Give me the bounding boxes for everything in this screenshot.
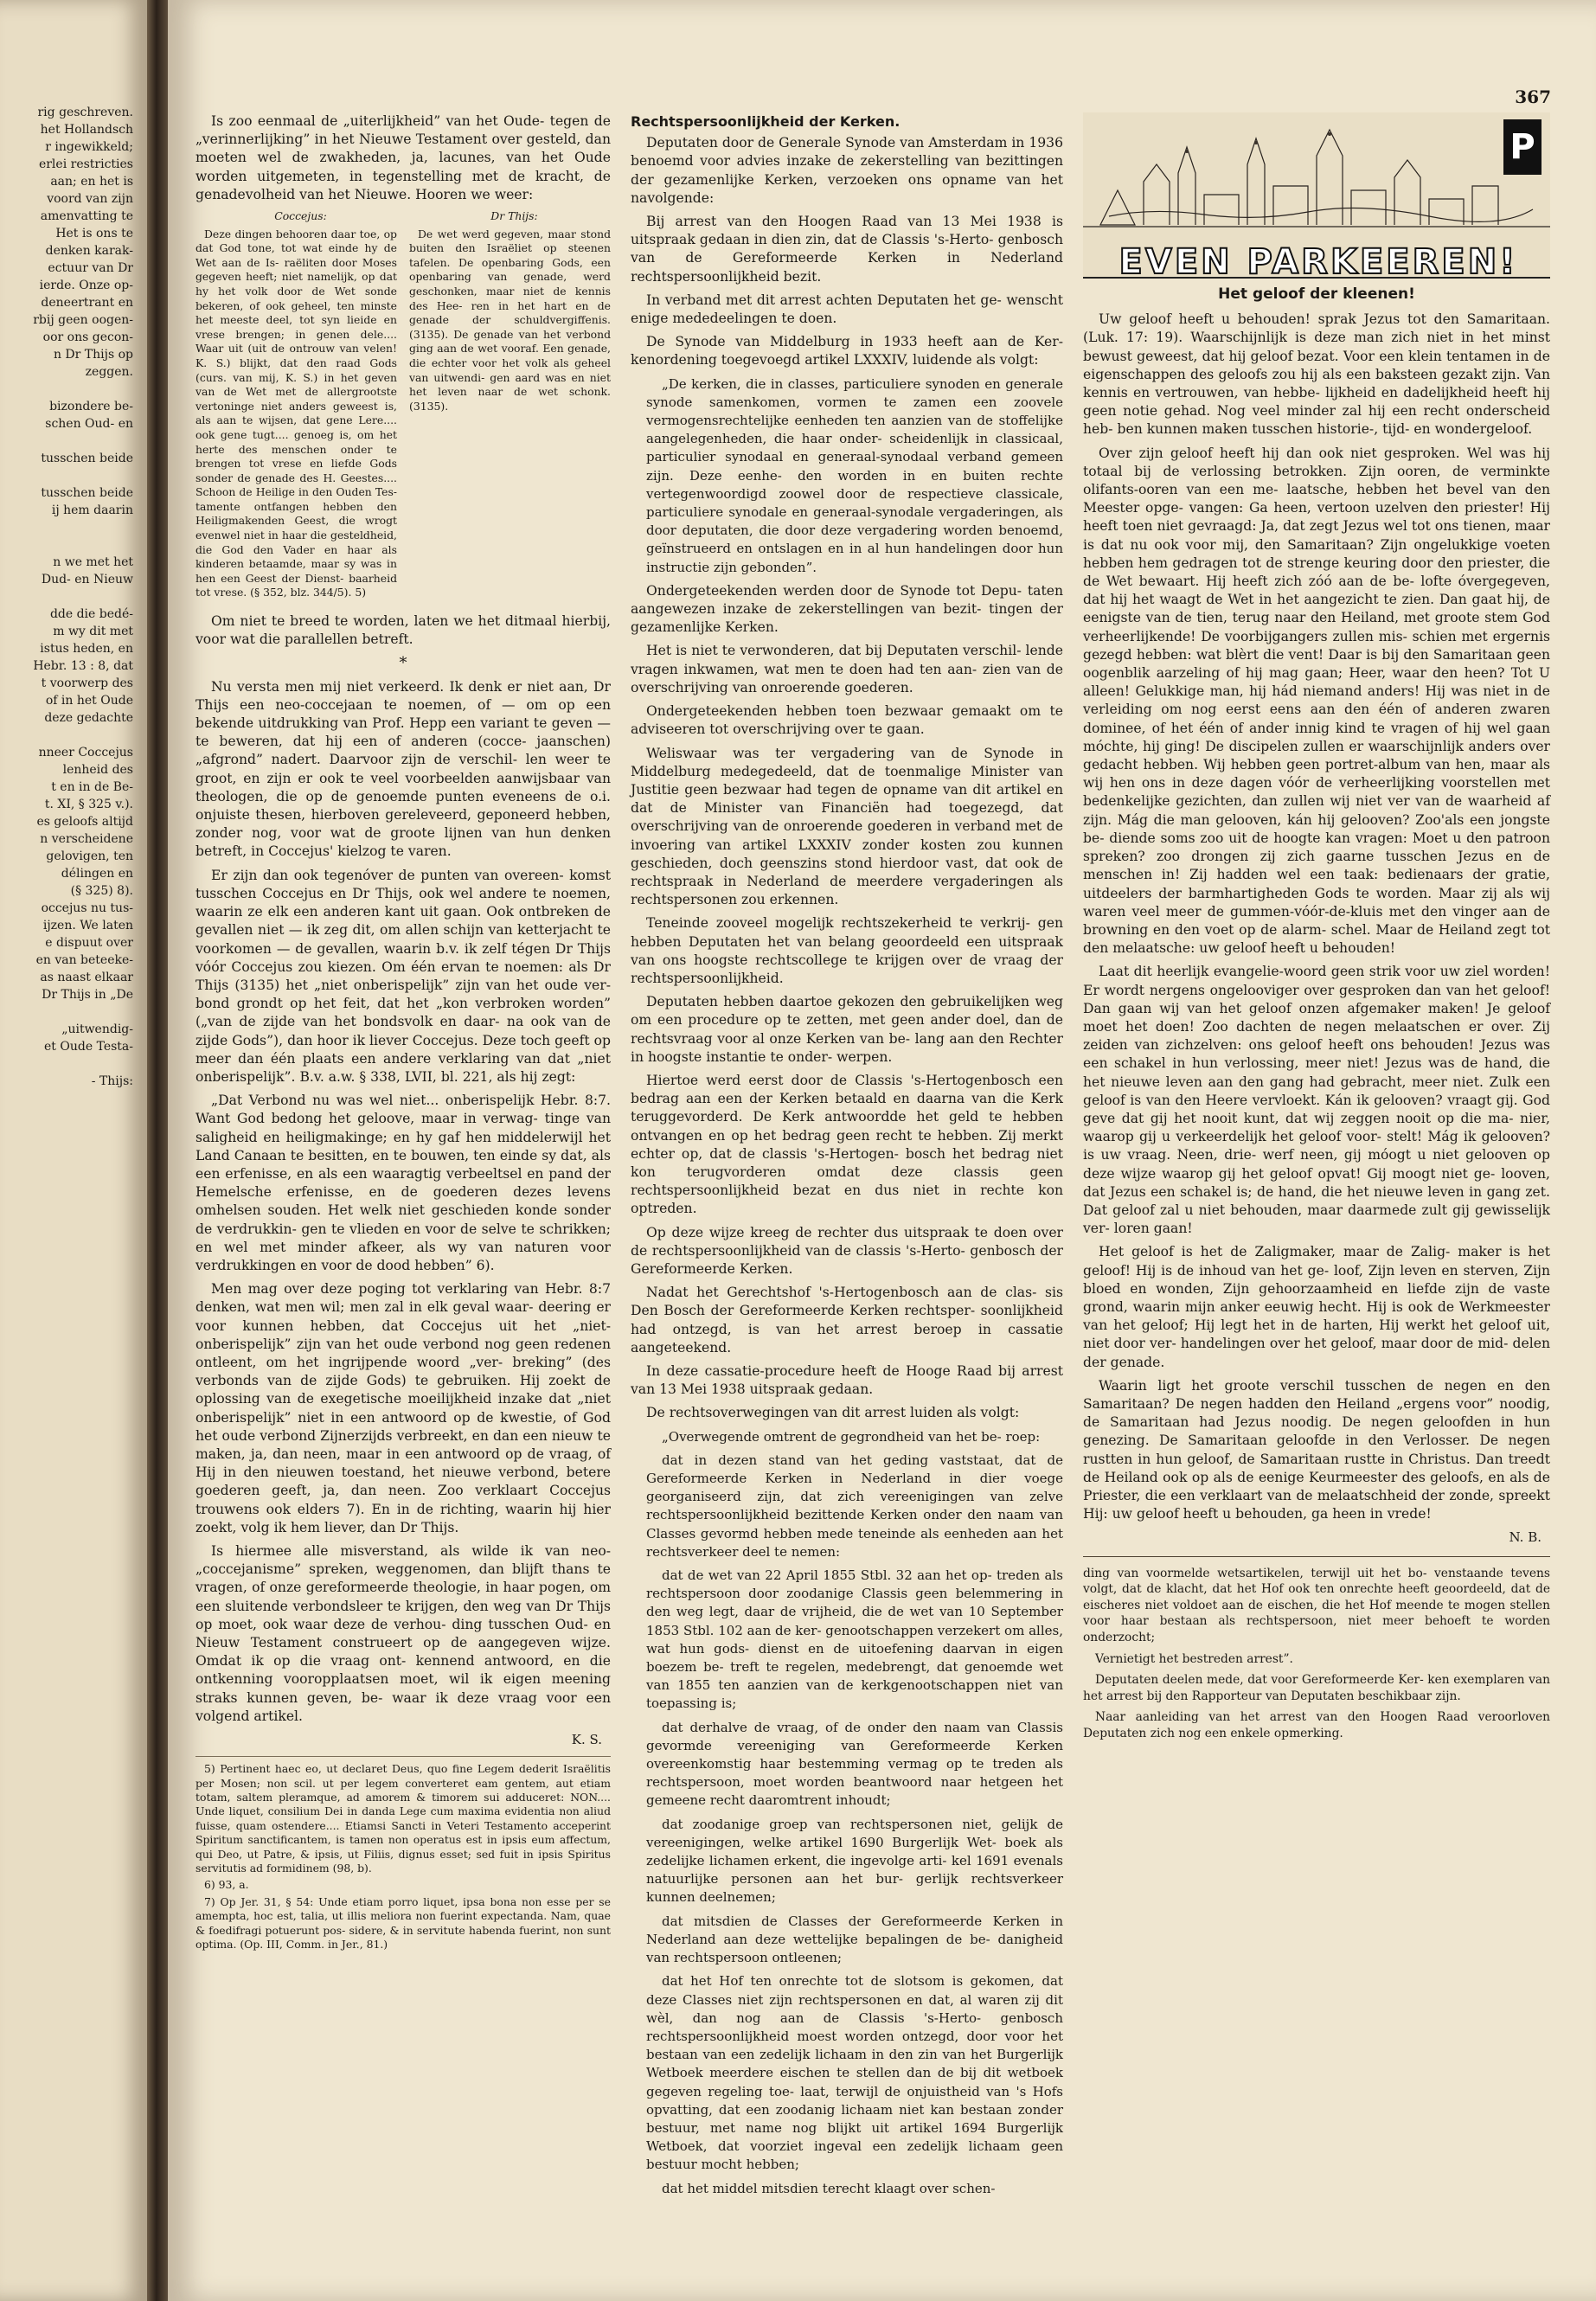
paragraph: Op deze wijze kreeg de rechter dus uitspraak te doen over de rechtspersoonlijkheid van de classis 's-Herto- genbosch der Gereformeerde Kerken. <box>631 1224 1063 1277</box>
left-page-fragment <box>0 0 147 2301</box>
left-fragment-line: e dispuut over <box>45 936 133 950</box>
left-fragment-line <box>3 381 133 398</box>
left-fragment-line: „uitwendig- <box>61 1022 133 1036</box>
left-fragment-line: gelovigen, ten <box>46 849 133 863</box>
left-fragment-line: Hebr. 13 : 8, dat <box>33 659 133 673</box>
left-fragment-line: rig geschreven. <box>37 106 133 119</box>
paragraph: Waarin ligt het groote verschil tusschen de negen en den Samaritaan? De negen hadden den Heiland „ergens voor” noodig, de Samaritaan had Jezus noodig. De negen geloofden in hun genezing. De Samaritaan geloofde in den Verlosser. De negen rustten in hun geloof, de Samaritaan rustte in Christus. Dan treedt de Heiland ook op als de eenige Keurmeester des geloofs, en als de Priester, die een verklaart van de melaatschheid der zonde, spreekt Hij: uw geloof heeft u behouden, ga heen in vrede! <box>1083 1377 1550 1522</box>
paragraph: Er zijn dan ook tegenóver de punten van overeen- komst tusschen Coccejus en Dr Thijs, ook wel andere te noemen, waarin ze elk een anderen kant uit gaan. Ook ontbreken de gevallen niet — ik zeg dit, om allen schijn van ketterjacht te voorkomen — de gevallen, waarin b.v. ik zelf tégen Dr Thijs vóór Coccejus zou kiezen. Om één ervan te noemen: als Dr Thijs (3135) het „niet onberispelijk” zijn van het oude ver- bond grondt op het feit, dat het „kon verbroken worden” („van de zijde van het bondsvolk en daar- na ook van de zijde Gods”), dan hoor ik liever Coccejus. Deze toch geeft op meer dan één plaats een andere verklaring van dat „niet onberispelijk”. B.v. a.w. § 338, LVII, bl. 221, als hij zegt: <box>195 867 611 1085</box>
comparison-columns <box>195 209 611 604</box>
left-fragment-line: tusschen beide <box>41 452 133 465</box>
divider <box>1083 1556 1550 1557</box>
paragraph: In deze cassatie-procedure heeft de Hooge Raad bij arrest van 13 Mei 1938 uitspraak gedaan. <box>631 1363 1063 1398</box>
thijs-heading: Dr Thijs: <box>490 209 538 223</box>
left-fragment-line: n we met het <box>53 555 133 569</box>
coccejus-text: Deze dingen behooren daar toe, op dat God tone, tot wat einde hy de Wet aan de Is- raëliten door Moses gegeven heeft; niet namelijk, op dat hy het volk door de Wet sonde bekeren, of ook geheel, ten minste het meeste deel, tot syn lieide en vrese brengen; in genen dele.... Waar uit (uit de ontrouw van velen! K. S.) blijkt, dat den raad Gods (curs. van mij, K. S.) in het geven van de Wet met de allergrootste vertoninge niet anders geweest is, als aan te wijsen, dat gene Lere.... ook gene tugt.... genoeg is, om het herte des menschen onder te brengen tot vrese en liefde Gods sonder de genade des H. Geestes.... Schoon de Heilige in den Ouden Tes- tamente ontfangen hebben den Heiligmakenden Geest, die wrogt evenwel niet in haar die gesteldheid, die God den Vader en haar als kinderen betaamde, maar sy was in hen een Geest der Dienst- baarheid tot vrese. (§ 352, blz. 344/5). 5) <box>195 227 397 599</box>
article-heading: Rechtspersoonlijkheid der Kerken. <box>631 113 901 130</box>
article-heading: Het geloof der kleenen! <box>1218 285 1415 303</box>
column-2 <box>631 112 1063 2203</box>
left-fragment-line: es geloofs altijd <box>36 815 133 829</box>
left-fragment-line: bizondere be- <box>49 400 133 413</box>
left-fragment-line: (§ 325) 8). <box>70 884 133 898</box>
paragraph: De rechtsoverwegingen van dit arrest luiden als volgt: <box>646 1405 1020 1421</box>
paragraph: Bij arrest van den Hoogen Raad van 13 Mei 1938 is uitspraak gedaan in dien zin, dat de Classis 's-Herto- genbosch van de Gereformeerde Kerken in Nederland rechtspersoonlijkheid bezit. <box>631 214 1063 285</box>
left-fragment-line: het Hollandsch <box>40 123 133 137</box>
quotation: dat in dezen stand van het geding vaststaat, dat de Gereformeerde Kerken in Nederland in dier voege georganiseerd zijn, dat zich vereenigingen van zelve rechtspersoonlijkheid bezittende Kerken onder den naam van Classes gevormd hebben mede teneinde als eenheden aan het rechtsverkeer deel te nemen: <box>646 1452 1063 1560</box>
left-fragment-line: aan; en het is <box>50 175 133 189</box>
left-fragment-line: nneer Coccejus <box>38 746 133 760</box>
continued-article <box>1083 1566 1550 1742</box>
paragraph: Hiertoe werd eerst door de Classis 's-Hertogenbosch een bedrag aan een der Kerken betaald en daarna van die Kerk teruggevorderd. De Kerk antwoordde het geld te hebben ontvangen en op het bedrag geen recht te hebben. Zij merkt echter op, dat de classis 's-Hertogen- bosch het bedrag niet kon terugvorderen omdat deze classis geen rechtspersoonlijkheid bezat en dus niet in rechte kon optreden. <box>631 1072 1063 1217</box>
page-number: 367 <box>1515 87 1551 107</box>
paragraph: Ondergeteekenden werden door de Synode tot Depu- taten aangewezen inzake de zekerstellingen van bezit- tingen der gezamenlijke Kerken. <box>631 582 1063 636</box>
left-fragment-line: en van beteeke- <box>35 953 133 967</box>
left-fragment-line <box>3 536 133 554</box>
left-fragment-line: rbij geen oogen- <box>33 313 133 327</box>
thijs-column <box>409 209 611 604</box>
left-fragment-line: t voorwerp des <box>41 676 133 690</box>
quotation: dat mitsdien de Classes der Gereformeerde Kerken in Nederland aan deze wettelijke bepalingen de be- danigheid van rechtspersoon ontleenen; <box>646 1913 1063 1966</box>
paragraph: Weliswaar was ter vergadering van de Synode in Middelburg medegedeeld, dat de toenmalige Minister van Justitie geen bezwaar had tegen de opname van dit artikel en dat de Minister van Financiën had toegezegd, dat overschrijving van de onroerende goederen in verband met de invoering van artikel LXXXIV zonder kosten zou kunnen geschieden, doch geenszins stond hierdoor vast, dat ook de rechtspraak in Nederland de meerdere vergaderingen als rechtspersonen zou erkennen. <box>631 745 1063 908</box>
left-fragment-line: schen Oud- en <box>45 417 133 431</box>
left-fragment-line: ectuur van Dr <box>48 261 133 275</box>
left-fragment-line: oor ons gecon- <box>42 330 133 344</box>
left-fragment-line <box>3 433 133 450</box>
signature: N. B. <box>1509 1529 1542 1546</box>
paragraph: Ondergeteekenden hebben toen bezwaar gemaakt om te adviseeren tot overschrijving over te gaan. <box>631 703 1063 738</box>
quotation: „De kerken, die in classes, particuliere synoden en generale synode samenkomen, vormen te zamen een zoovele vermogensrechtelijke eenheden ten aanzien van de stoffelijke aangelegenheden, die haar onder- scheidenlijk in classicaal, particulier synodaal en generaal-synodaal verband gemeen zijn. Deze eenhe- den worden in en buiten rechte vertegenwoordigd zoowel door de respectieve classicale, particuliere synodale en generaal-synodale vergaderingen, als door deputaten, die door deze vergadering worden benoemd, geïnstrueerd en ontslagen en in al hun handelingen door hun instructie zijn gebonden”. <box>646 375 1063 575</box>
paragraph: Over zijn geloof heeft hij dan ook niet gesproken. Wel was hij totaal bij de verlossing betrokken. Zijn ooren, de verminkte olifants-ooren van een me- laatsche, hebben het bevel van den Meester opge- vangen: Ga heen, vertoon uzelven den priester! Hij heeft toen niet gevraagd: Ja, dat zegt Jezus wel tot ons tienen, maar is dat nu ook voor mij, den Samaritaan? Zijn ongelukkige voeten hebben hem gedragen tot de strenge keuring door den priester, die de Wet bewaart. Hij heeft zich zóó aan de be- lofte óvergegeven, dat hij het waagt de Wet in het aangezicht te zien. Dan gaat hij, de eenigste van de tien, terug naar den Heiland, met groote stem God verheerlijkende! De voorbijgangers zullen mis- schien met ergernis gezegd hebben: wat blèrt die vent! Daar is bij den Samaritaan geen oogenblik aarzeling of hij mag gaan; Heer, waar den heen? Tot U alleen! Gelukkige man, hij hád niemand anders! Hij was niet in de verleiding om nog eerst eens aan den één of anderen zwaren dominee, of het één of ander innig kind te vragen of hij wel gaan móchte, hij ging! De discipelen zullen er waarschijnlijk anders over gedacht hebben. Wij hebben geen portret-album van hen, maar als wij hen ons in deze dagen vóór de verheerlijking voorstellen met bedenkelijke gezichten, dan zullen wij niet ver van de waarheid af zijn. Mág die man gelooven, kán hij gelooven? Zoo'als een jongste be- diende soms zoo uit de hoogte kan vragen: Moet u den patroon spreken? zoo drongen zij zich gaarne tusschen Jezus en de menschen in! Zij hadden wel een taak: bedienaars der gratie, uitdeelers der barmhartigheden Gods te worden. Maar zij als wij waren veel meer de gummen-vóór-de-kluis met den vinger aan de browning en den voet op de alarm- schel. Maar de Heiland zegt tot den melaatsche: uw geloof heeft u behouden! <box>1083 445 1550 957</box>
left-fragment-line: voord van zijn <box>47 192 133 206</box>
left-fragment-line: lenheid des <box>62 763 133 777</box>
paragraph: Nu versta men mij niet verkeerd. Ik denk er niet aan, Dr Thijs een neo-coccejaan te noemen, of — om op een bekende uitdrukking van Prof. Hepp een variant te geven — te beweren, dat hij een of anderen (cocce- jaanschen) „afgrond” nadert. Daarvoor zijn de verschil- len weer te groot, en zijn er ook te veel voorbeelden aanwijsbaar van theologen, die op de genoemde punten eveneens de o.i. onjuiste thesen, hierboven gereleveerd, geponeerd hebben, zonder nog, voor wat de groote lijnen van hun denken betreft, in Coccejus' kielzog te varen. <box>195 678 611 860</box>
book-gutter <box>147 0 168 2301</box>
left-fragment-line <box>3 519 133 536</box>
paragraph: Vernietigt het bestreden arrest”. <box>1095 1651 1293 1666</box>
paragraph: ding van voormelde wetsartikelen, terwijl uit het bo- venstaande tevens volgt, dat de klacht, dat het Hof ook ten onrechte heeft geoordeeld, dat de eischeres niet voldoet aan de eischen, die het Hof meende te mogen stellen voor haar bestaan als rechtspersoon, niet meer behoeft te worden onderzocht; <box>1083 1566 1550 1644</box>
quotation: dat derhalve de vraag, of de onder den naam van Classis gevormde vereeniging van Gereformeerde Kerken overeenkomstig haar bestemming vermag op te treden als rechtspersoon, moet worden beantwoord naar hetgeen het gemeene recht daaromtrent inhoudt; <box>646 1719 1063 1809</box>
paragraph: „Dat Verbond nu was wel niet... onberispelijk Hebr. 8:7. Want God bedong het geloove, maar in verwag- tinge van saligheid en heiligmakinge; en hy gaf hen middelerwijl het Land Canaan te besitten, en te bouwen, ten einde sy dat, als een erfenisse, en als een waaragtig verbeeltsel en pand der Hemelsche erfenisse, en de goederen dezes levens omhelsen souden. Het welk niet geschieden konde sonder de verdrukkin- gen te vlieden en voor de selve te schrikken; en wel met minder afkeer, als wy van naturen voor verdrukkingen en voor de dood hebben” 6). <box>195 1093 611 1273</box>
left-fragment-line: t en in de Be- <box>51 780 133 794</box>
left-fragment-line: zeggen. <box>85 365 133 379</box>
paragraph: Laat dit heerlijk evangelie-woord geen strik voor uw ziel worden! Er wordt nergens ongelooviger over gesproken dan van het geloof! Dan gaan wij van het geloof onzen afgemaker maken! Je geloof moet het doen! Zoo dachten de negen melaatschen er over. Zij zeiden van zichzelven: ons geloof heeft ons behouden! Jezus was een schakel in hun verlossing, meer niet! Jezus was de hand, die het nieuwe leven aan den gang had gebracht, meer niet. Zulk een geloof is van den Heere vervloekt. Kán ik gelooven? vraagt gij. God geve dat gij het nooit kunt, dat wij zeggen nooit op die ma- nier, waarop gij u verkeerdelijk het geloof voor- stelt! Mág ik gelooven? is uw vraag. Neen, drie- werf neen, gij móogt u niet gelooven op deze wijze waarop gij het geloof opvat! Gij moogt niet ge- looven, dat Jezus een schakel is; de hand, die het nieuwe leven in gang zet. Dat geloof zal u niet behouden, maar daarmede zult gij gewisselijk ver- loren gaan! <box>1083 964 1550 1237</box>
left-fragment-line: amenvatting te <box>40 209 133 223</box>
paragraph: Men mag over deze poging tot verklaring van Hebr. 8:7 denken, wat men wil; men zal in elk geval waar- deering er voor kunnen hebben, dat Coccejus uit het „niet-onberispelijk” zijn van het oude verbond nog geen redenen ontleent, om het ingrijpende woord „ver- breking” (des verbonds van de zijde Gods) te gebruiken. Hij zoekt de oplossing van de exegetische moeilijkheid inzake dat „niet onberispelijk” niet in een antwoord op de kwestie, of God het oude verbond Zijnerzijds verbreekt, en dan een nieuw te maken, ja, dan neen, maar in een antwoord op de vraag, of Hij in den nieuwen toestand, het nieuwe verbond, betere goederen geeft, ja, dan neen. Zoo verklaart Coccejus trouwens ook elders 7). En in de richting, waarin hij hier zoekt, volg ik hem liever, dan Dr Thijs. <box>195 1281 611 1535</box>
column-3 <box>1083 112 1550 1747</box>
footnote: 7) Op Jer. 31, § 54: Unde etiam porro liquet, ipsa bona non esse per se amempta, hoc est, talia, ut illis meliora non fuerint expectanda. Nam, quae & foedifragi potuerunt pos- sidere, & in servitute habenda fuerint, non sunt optima. (Op. III, Comm. in Jer., 81.) <box>195 1894 611 1952</box>
left-fragment-line: ierde. Onze op- <box>39 279 133 292</box>
left-fragment-line: Dr Thijs in „De <box>42 988 133 1002</box>
left-fragment-line: deneertrant en <box>41 296 133 310</box>
cartoon-title: EVEN PARKEEREN! <box>1118 241 1518 282</box>
paragraph: De Synode van Middelburg in 1933 heeft aan de Ker- kenordening toegevoegd artikel LXXXIV, luidende als volgt: <box>631 334 1063 369</box>
paragraph: Het geloof is het de Zaligmaker, maar de Zalig- maker is het geloof! Hij is de inhoud van het ge- loof, Zijn leven en sterven, Zijn bloed en wonden, Zijn gehoorzaamheid en liefde zijn de vaste grond, waarin mijn anker eeuwig hecht. Hij is ook de Werkmeester van het geloof; Hij legt het in de harten, Hij werkt het geloof uit, niet door ver- handelingen over het geloof, maar door de mid- delen der genade. <box>1083 1244 1550 1370</box>
paragraph: Nadat het Gerechtshof 's-Hertogenbosch aan de clas- sis Den Bosch der Gereformeerde Kerken rechtsper- soonlijkheid had ontzegd, is van het arrest beroep in cassatie aangeteekend. <box>631 1285 1063 1356</box>
left-fragment-line: denken karak- <box>45 244 133 258</box>
left-fragment-line: m wy dit met <box>53 625 133 638</box>
left-fragment-line: t. XI, § 325 v.). <box>44 798 133 811</box>
paragraph: Deputaten hebben daartoe gekozen den gebruikelijken weg om een procedure op te zetten, met geen ander doel, dan de rechtsvraag voor al onze Kerken van be- lang aan den Rechter in hoogste instantie te onder- werpen. <box>631 994 1063 1065</box>
cartoon-illustration <box>1083 112 1550 282</box>
left-fragment-line <box>3 467 133 484</box>
thijs-text: De wet werd gegeven, maar stond buiten den Israëliet op steenen tafelen. De openbaring Gods, een openbaring van genade, werd geschonken, maar niet de kennis des Hee- ren in het hart en de genade der schuldvergiffenis. (3135). De genade van het verbond ging aan de wet vooraf. Een genade, die echter voor het volk als geheel van uitwendi- gen aard was en niet het leven naar de wet schonk. (3135). <box>409 227 611 413</box>
quotation: dat zoodanige groep van rechtspersonen niet, gelijk de vereenigingen, welke artikel 1690 Burgerlijk Wet- boek als zedelijke lichamen erkent, die ingevolge arti- kel 1691 evenals natuurlijke personen aan het bur- gerlijk rechtsverkeer kunnen deelnemen; <box>646 1816 1063 1906</box>
coccejus-heading: Coccejus: <box>274 209 327 223</box>
left-fragment-line <box>3 727 133 744</box>
left-fragment-line <box>3 1055 133 1073</box>
left-fragment-line: délingen en <box>61 867 133 881</box>
section-separator: * <box>399 654 407 673</box>
footnote: 6) 93, a. <box>204 1878 249 1892</box>
paragraph: Deputaten door de Generale Synode van Amsterdam in 1936 benoemd voor advies inzake de zekerstelling van bezittingen der gezamenlijke Kerken, verzoeken ons opname van het navolgende: <box>631 135 1063 206</box>
paragraph: In verband met dit arrest achten Deputaten het ge- wenscht enige mededeelingen te doen. <box>631 292 1063 327</box>
quotation: „Overwegende omtrent de gegrondheid van het be- roep: <box>662 1428 1041 1445</box>
paragraph: Het is niet te verwonderen, dat bij Deputaten verschil- lende vragen inkwamen, wat men te doen had ten aan- zien van de overschrijving van onroerende goederen. <box>631 643 1063 695</box>
paragraph: Naar aanleiding van het arrest van den Hoogen Raad veroorloven Deputaten zich nog een enkele opmerking. <box>1083 1710 1550 1740</box>
paragraph: Uw geloof heeft u behouden! sprak Jezus tot den Samaritaan. (Luk. 17: 19). Waarschijnlijk is deze man zich niet in het minst bewust geweest, dat hij geloof bezat. Voor een klein tentamen in de eigenschappen des geloofs zou hij als een baksteen gezakt zijn. Van kennis en vertrouwen, van hebbe- lijkheid en dadelijkheid heeft hij geen notie gehad. Nog veel minder zal hij een recht onderscheid heb- ben kunnen maken tusschen historie-, tijd- en wondergeloof. <box>1083 311 1550 438</box>
paragraph: Is hiermee alle misverstand, als wilde ik van neo- „coccejanisme” spreken, weggenomen, dan blijft thans te vragen, of onze gereformeerde theologie, in haar pogen, om een sluitende verbondsleer te krijgen, den weg van Dr Thijs op moet, ook waar deze de verhou- ding tusschen Oud- en Nieuw Testament construeert op de aangegeven wijze. Omdat ik op die vraag ont- kennend antwoord, en die ontkenning vooropplaatsen moet, wil ik eigen meening straks kunnen geven, be- waar ik deze vraag voor een volgend artikel. <box>195 1543 611 1724</box>
left-fragment-line: - Thijs: <box>91 1074 133 1088</box>
quotation: dat het Hof ten onrechte tot de slotsom is gekomen, dat deze Classes niet zijn rechtspersonen en dat, al waren zij dit wèl, dan nog aan de Classis 's-Herto- genbosch rechtspersoonlijkheid moest worden ontzegd, door voor het bestaan van een zedelijk lichaam in den zin van het Burgerlijk Wetboek meerdere eischen te stellen dan de bij dit wetboek gegeven regeling toe- laat, terwijl de onjuistheid van 's Hofs opvatting, dat een zoodanig lichaam niet kan bestaan zonder bestuur, met name nog blijkt uit artikel 1694 Burgerlijk Wetboek, dat voorziet ingeval een zedelijk lichaam geen bestuur mocht hebben; <box>646 1973 1063 2173</box>
paragraph: Teneinde zooveel mogelijk rechtszekerheid te verkrij- gen hebben Deputaten het van belang geoordeeld een uitspraak van ons hoogste rechtscollege te krijgen over de vraag der rechtspersoonlijkheid. <box>631 915 1063 986</box>
paragraph: Deputaten deelen mede, dat voor Gereformeerde Ker- ken exemplaren van het arrest bij den Rapporteur van Deputaten beschikbaar zijn. <box>1083 1673 1550 1703</box>
quotation: dat het middel mitsdien terecht klaagt over schen- <box>662 2180 996 2196</box>
footnotes <box>195 1756 611 1952</box>
left-fragment-line: Het is ons te <box>55 227 133 240</box>
left-fragment-line: istus heden, en <box>40 642 133 656</box>
paragraph: Is zoo eenmaal de „uiterlijkheid” van het Oude- tegen de „verinnerlijking” in het Nieuwe Testament over gesteld, dan moeten wel de zwakheden, ja, lacunes, van het Oude worden uitgemeten, in tegenstelling met de kracht, de genadevolheid van het Nieuwe. Hooren we weer: <box>195 113 611 202</box>
right-page <box>168 0 1596 2301</box>
left-fragment-line: r ingewikkeld; <box>45 140 133 154</box>
left-fragment-line: tusschen beide <box>41 486 133 500</box>
left-fragment-line: n verscheidene <box>40 832 133 846</box>
coccejus-column <box>195 209 397 604</box>
left-fragment-line: n Dr Thijs op <box>53 348 133 362</box>
left-fragment-line: of in het Oude <box>45 694 133 708</box>
left-fragment-line <box>3 1003 133 1021</box>
left-fragment-line: Dud- en Nieuw <box>41 573 133 586</box>
quotation: dat de wet van 22 April 1855 Stbl. 32 aan het op- treden als rechtspersoon door zoodanige Classis geen belemmering in den weg legt, daar de vrijheid, die de wet van 10 September 1853 Stbl. 102 aan de ker- genootschappen verzekert om alles, wat hun gods- dienst en de uitoefening daarvan in eigen boezem be- treft te regelen, medebrengt, dat genoemde wet van 1855 ten aanzien van de kerkgenootschappen niet van toepassing is; <box>646 1567 1063 1712</box>
left-fragment-line: erlei restricties <box>38 157 133 171</box>
left-fragment-line: ijzen. We laten <box>42 919 133 933</box>
footnote: 5) Pertinent haec eo, ut declaret Deus, quo fine Legem dederit Israëlitis per Mosen; non scil. ut per legem converteret eam gentem, aut etiam totam, saltem pleramque, ad amorem & timorem sui adduceret: NON.... Unde liquet, consilium Dei in danda Lege cum maxima evidentia non aliud fuisse, quam ostendere.... Etiamsi Sancti in Veteri Testamento acceperint Spiritum sanctificantem, is tamen non operatus est in ipsis eum affectum, qui Deo, ut Patre, & ipsis, ut Filiis, dignus esset; sed fuit in ipsis Spiritus servitutis ad formidinem (98, b). <box>195 1762 611 1875</box>
left-fragment-line: occejus nu tus- <box>41 901 133 915</box>
left-fragment-line: deze gedachte <box>44 711 133 725</box>
left-fragment-line <box>3 588 133 606</box>
parking-sign: P <box>1503 119 1542 175</box>
signature: K. S. <box>571 1732 602 1748</box>
left-page-text <box>3 104 133 1090</box>
left-fragment-line: et Oude Testa- <box>44 1040 133 1054</box>
paragraph: Om niet te breed te worden, laten we het ditmaal hierbij, voor wat die parallellen betreft. <box>195 613 611 648</box>
left-fragment-line: dde die bedé- <box>49 607 133 621</box>
left-fragment-line: as naast elkaar <box>40 971 133 984</box>
left-fragment-line: ij hem daarin <box>51 503 133 517</box>
column-1 <box>195 112 611 1955</box>
